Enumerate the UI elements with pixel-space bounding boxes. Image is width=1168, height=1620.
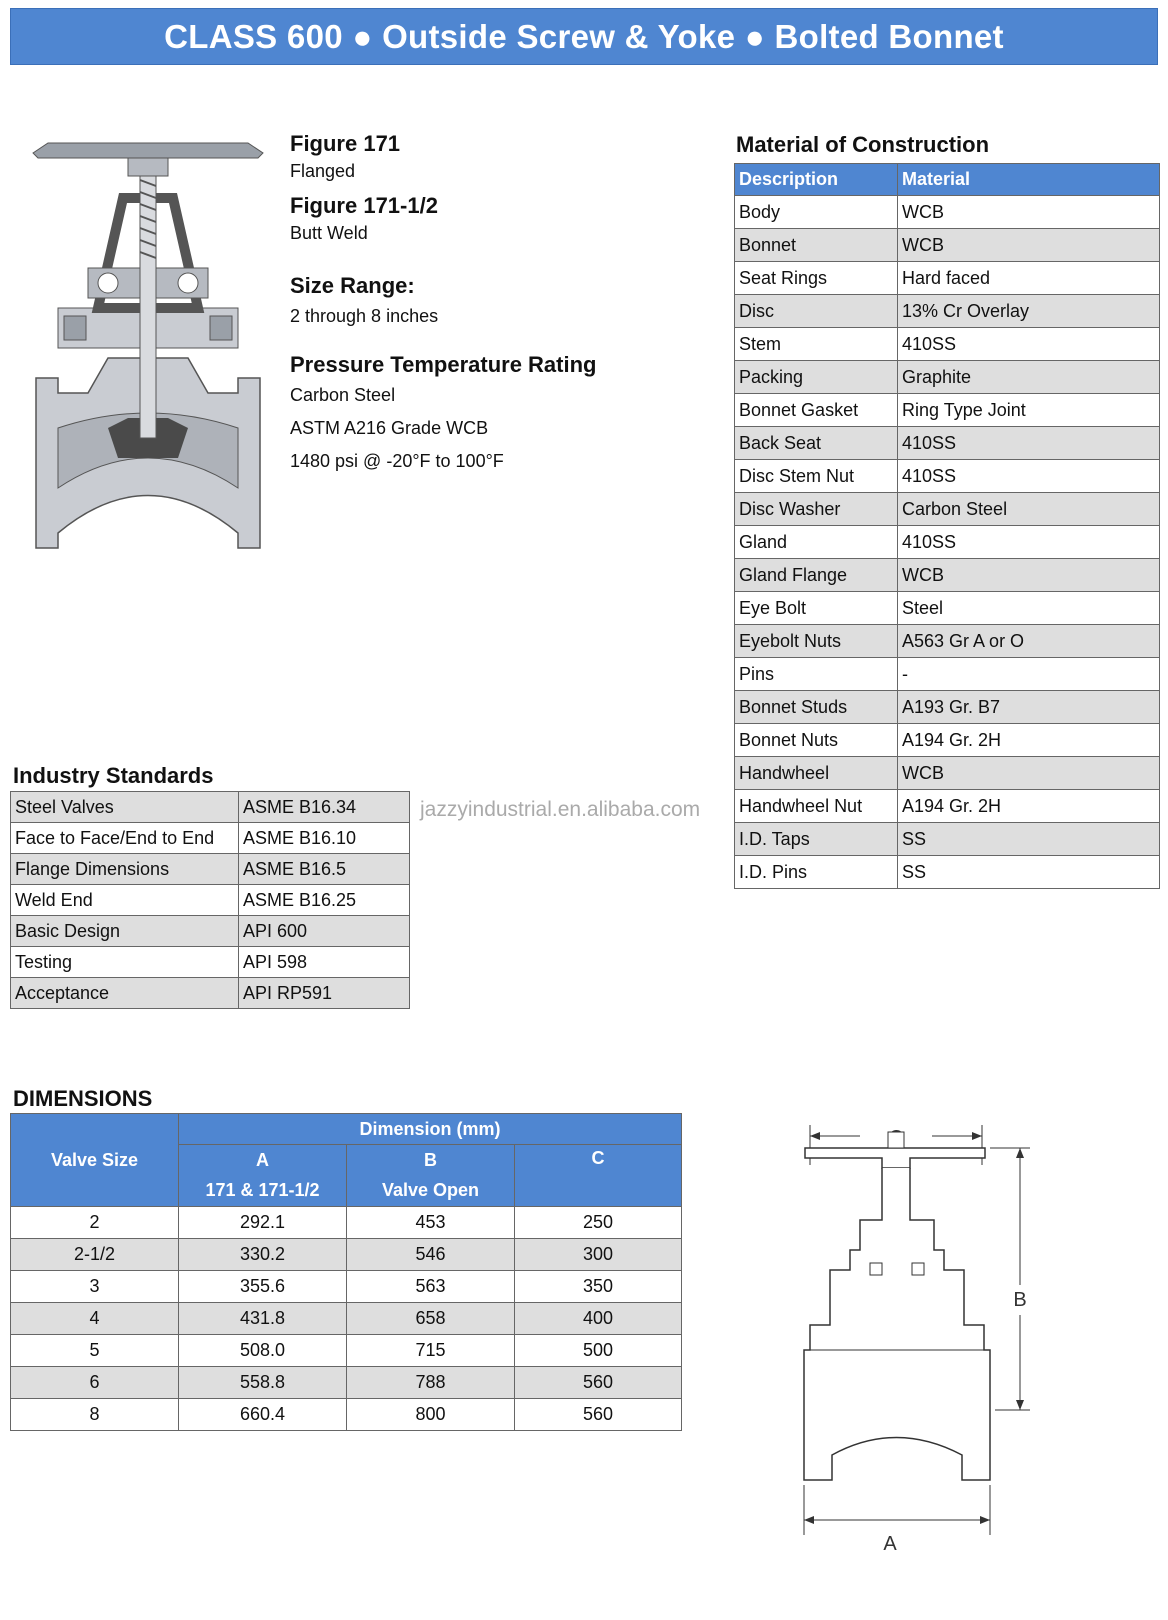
materials-row-cell: Disc Washer xyxy=(735,493,898,526)
materials-row-cell: SS xyxy=(898,823,1160,856)
materials-row-cell: Bonnet xyxy=(735,229,898,262)
materials-row-cell: Graphite xyxy=(898,361,1160,394)
materials-row-cell: SS xyxy=(898,856,1160,889)
col-a-subheader: 171 & 171-1/2 xyxy=(179,1176,347,1207)
materials-row-cell: Hard faced xyxy=(898,262,1160,295)
dimensions-row-cell: 563 xyxy=(347,1271,515,1303)
standards-row-cell: API 598 xyxy=(239,947,410,978)
standards-row-cell: Flange Dimensions xyxy=(11,854,239,885)
dimensions-row-cell: 4 xyxy=(11,1303,179,1335)
dimensions-row-cell: 431.8 xyxy=(179,1303,347,1335)
col-c-header: C xyxy=(515,1145,682,1207)
rating-line: ASTM A216 Grade WCB xyxy=(290,418,489,438)
materials-row-cell: Carbon Steel xyxy=(898,493,1160,526)
size-range-title: Size Range: xyxy=(290,273,415,298)
materials-row-cell: WCB xyxy=(898,559,1160,592)
standards-row-cell: Testing xyxy=(11,947,239,978)
dimensions-row-cell: 355.6 xyxy=(179,1271,347,1303)
dimensions-row-cell: 560 xyxy=(515,1367,682,1399)
rating-title: Pressure Temperature Rating xyxy=(290,352,597,377)
materials-row-cell: 410SS xyxy=(898,328,1160,361)
dimensions-row-cell: 508.0 xyxy=(179,1335,347,1367)
materials-row xyxy=(735,790,1160,823)
dimensions-row-cell: 788 xyxy=(347,1367,515,1399)
dimension-group-header: Dimension (mm) xyxy=(179,1114,682,1145)
label-b: B xyxy=(1013,1289,1027,1311)
dimensions-row-cell: 5 xyxy=(11,1335,179,1367)
standards-row-cell: Face to Face/End to End xyxy=(11,823,239,854)
materials-row-cell: Eyebolt Nuts xyxy=(735,625,898,658)
dimensions-row-cell: 546 xyxy=(347,1239,515,1271)
figure-171-half-title: Figure 171-1/2 xyxy=(290,193,438,218)
materials-title: Material of Construction xyxy=(736,132,990,157)
dimensions-row-cell: 350 xyxy=(515,1271,682,1303)
materials-row-cell: Ring Type Joint xyxy=(898,394,1160,427)
standards-row-cell: Weld End xyxy=(11,885,239,916)
materials-row-cell: Disc Stem Nut xyxy=(735,460,898,493)
dimensions-row-cell: 500 xyxy=(515,1335,682,1367)
materials-row-cell: Body xyxy=(735,196,898,229)
materials-row xyxy=(735,196,1160,229)
materials-row-cell: - xyxy=(898,658,1160,691)
materials-row-cell: Bonnet Nuts xyxy=(735,724,898,757)
standards-row-cell: API RP591 xyxy=(239,978,410,1009)
size-range-value: 2 through 8 inches xyxy=(290,306,439,326)
materials-row xyxy=(735,361,1160,394)
materials-row-cell: WCB xyxy=(898,196,1160,229)
dimensions-row-cell: 658 xyxy=(347,1303,515,1335)
label-a: A xyxy=(883,1533,897,1555)
figure-171-title: Figure 171 xyxy=(290,131,401,156)
dimensions-row-cell: 2 xyxy=(11,1207,179,1239)
col-b-subheader: Valve Open xyxy=(347,1176,515,1207)
standards-table xyxy=(10,791,410,1009)
dimensions-row xyxy=(11,1335,682,1367)
dimensions-row xyxy=(11,1399,682,1431)
dimensions-row xyxy=(11,1239,682,1271)
materials-row-cell: A194 Gr. 2H xyxy=(898,790,1160,823)
materials-row xyxy=(735,328,1160,361)
materials-row-cell: Seat Rings xyxy=(735,262,898,295)
standards-row-cell: Acceptance xyxy=(11,978,239,1009)
standards-row-cell: Basic Design xyxy=(11,916,239,947)
col-b-header: B xyxy=(347,1145,515,1176)
materials-row xyxy=(735,658,1160,691)
dimension-drawing xyxy=(790,1110,1060,1580)
materials-row-cell: WCB xyxy=(898,757,1160,790)
materials-row xyxy=(735,757,1160,790)
materials-row-cell: 410SS xyxy=(898,427,1160,460)
materials-row-cell: WCB xyxy=(898,229,1160,262)
materials-row xyxy=(735,823,1160,856)
dimensions-row xyxy=(11,1367,682,1399)
figure-171-subtitle: Flanged xyxy=(290,161,356,181)
materials-row xyxy=(735,625,1160,658)
standards-title: Industry Standards xyxy=(13,763,214,788)
standards-row-cell: ASME B16.25 xyxy=(239,885,410,916)
dimensions-row xyxy=(11,1271,682,1303)
materials-row xyxy=(735,460,1160,493)
dimensions-row-cell: 292.1 xyxy=(179,1207,347,1239)
materials-row xyxy=(735,559,1160,592)
materials-row-cell: Handwheel xyxy=(735,757,898,790)
materials-row xyxy=(735,427,1160,460)
standards-row-cell: Steel Valves xyxy=(11,792,239,823)
standards-row-cell: API 600 xyxy=(239,916,410,947)
dimensions-row-cell: 453 xyxy=(347,1207,515,1239)
materials-table xyxy=(734,163,1160,889)
materials-row-cell: 13% Cr Overlay xyxy=(898,295,1160,328)
valve-size-header: Valve Size xyxy=(11,1114,179,1207)
materials-row xyxy=(735,724,1160,757)
materials-row-cell: 410SS xyxy=(898,460,1160,493)
materials-header-material: Material xyxy=(898,164,1160,196)
dimensions-row xyxy=(11,1207,682,1239)
materials-row-cell: Pins xyxy=(735,658,898,691)
standards-row-cell: ASME B16.5 xyxy=(239,854,410,885)
dimensions-row-cell: 6 xyxy=(11,1367,179,1399)
standards-row-cell: ASME B16.34 xyxy=(239,792,410,823)
materials-row-cell: Eye Bolt xyxy=(735,592,898,625)
dimensions-row-cell: 330.2 xyxy=(179,1239,347,1271)
materials-row-cell: Stem xyxy=(735,328,898,361)
gate-valve-illustration xyxy=(28,128,268,568)
materials-row-cell: I.D. Taps xyxy=(735,823,898,856)
materials-header-description: Description xyxy=(735,164,898,196)
materials-row xyxy=(735,526,1160,559)
materials-row-cell: I.D. Pins xyxy=(735,856,898,889)
dimensions-row-cell: 660.4 xyxy=(179,1399,347,1431)
materials-row-cell: Bonnet Studs xyxy=(735,691,898,724)
dimensions-title: DIMENSIONS xyxy=(13,1086,153,1111)
materials-row-cell: 410SS xyxy=(898,526,1160,559)
standards-row xyxy=(11,978,410,1009)
dimensions-row-cell: 8 xyxy=(11,1399,179,1431)
materials-row xyxy=(735,394,1160,427)
materials-row xyxy=(735,295,1160,328)
watermark: jazzyindustrial.en.alibaba.com xyxy=(420,798,701,821)
materials-row-cell: Gland Flange xyxy=(735,559,898,592)
dimensions-row-cell: 300 xyxy=(515,1239,682,1271)
rating-line: 1480 psi @ -20°F to 100°F xyxy=(290,451,504,471)
standards-row xyxy=(11,916,410,947)
materials-row-cell: A194 Gr. 2H xyxy=(898,724,1160,757)
materials-row-cell: Gland xyxy=(735,526,898,559)
materials-row xyxy=(735,229,1160,262)
dimensions-row-cell: 715 xyxy=(347,1335,515,1367)
standards-row xyxy=(11,947,410,978)
dimensions-row-cell: 3 xyxy=(11,1271,179,1303)
figure-171-half-subtitle: Butt Weld xyxy=(290,223,368,243)
materials-row xyxy=(735,691,1160,724)
materials-row-cell: Bonnet Gasket xyxy=(735,394,898,427)
dimensions-row-cell: 560 xyxy=(515,1399,682,1431)
col-a-header: A xyxy=(179,1145,347,1176)
standards-row xyxy=(11,792,410,823)
dimensions-row-cell: 558.8 xyxy=(179,1367,347,1399)
dimensions-row-cell: 250 xyxy=(515,1207,682,1239)
materials-row-cell: Packing xyxy=(735,361,898,394)
dimensions-table xyxy=(10,1113,682,1431)
page-banner: CLASS 600 ● Outside Screw & Yoke ● Bolted Bonnet xyxy=(10,8,1158,65)
standards-row-cell: ASME B16.10 xyxy=(239,823,410,854)
dimensions-row-cell: 2-1/2 xyxy=(11,1239,179,1271)
materials-row-cell: A193 Gr. B7 xyxy=(898,691,1160,724)
dimensions-row-cell: 400 xyxy=(515,1303,682,1335)
materials-row xyxy=(735,262,1160,295)
dimensions-row-cell: 800 xyxy=(347,1399,515,1431)
materials-row xyxy=(735,856,1160,889)
materials-row xyxy=(735,592,1160,625)
rating-line: Carbon Steel xyxy=(290,385,396,405)
materials-row-cell: A563 Gr A or O xyxy=(898,625,1160,658)
standards-row xyxy=(11,854,410,885)
materials-row xyxy=(735,493,1160,526)
dimensions-row xyxy=(11,1303,682,1335)
standards-row xyxy=(11,823,410,854)
materials-row-cell: Handwheel Nut xyxy=(735,790,898,823)
materials-row-cell: Back Seat xyxy=(735,427,898,460)
standards-row xyxy=(11,885,410,916)
materials-row-cell: Disc xyxy=(735,295,898,328)
materials-row-cell: Steel xyxy=(898,592,1160,625)
